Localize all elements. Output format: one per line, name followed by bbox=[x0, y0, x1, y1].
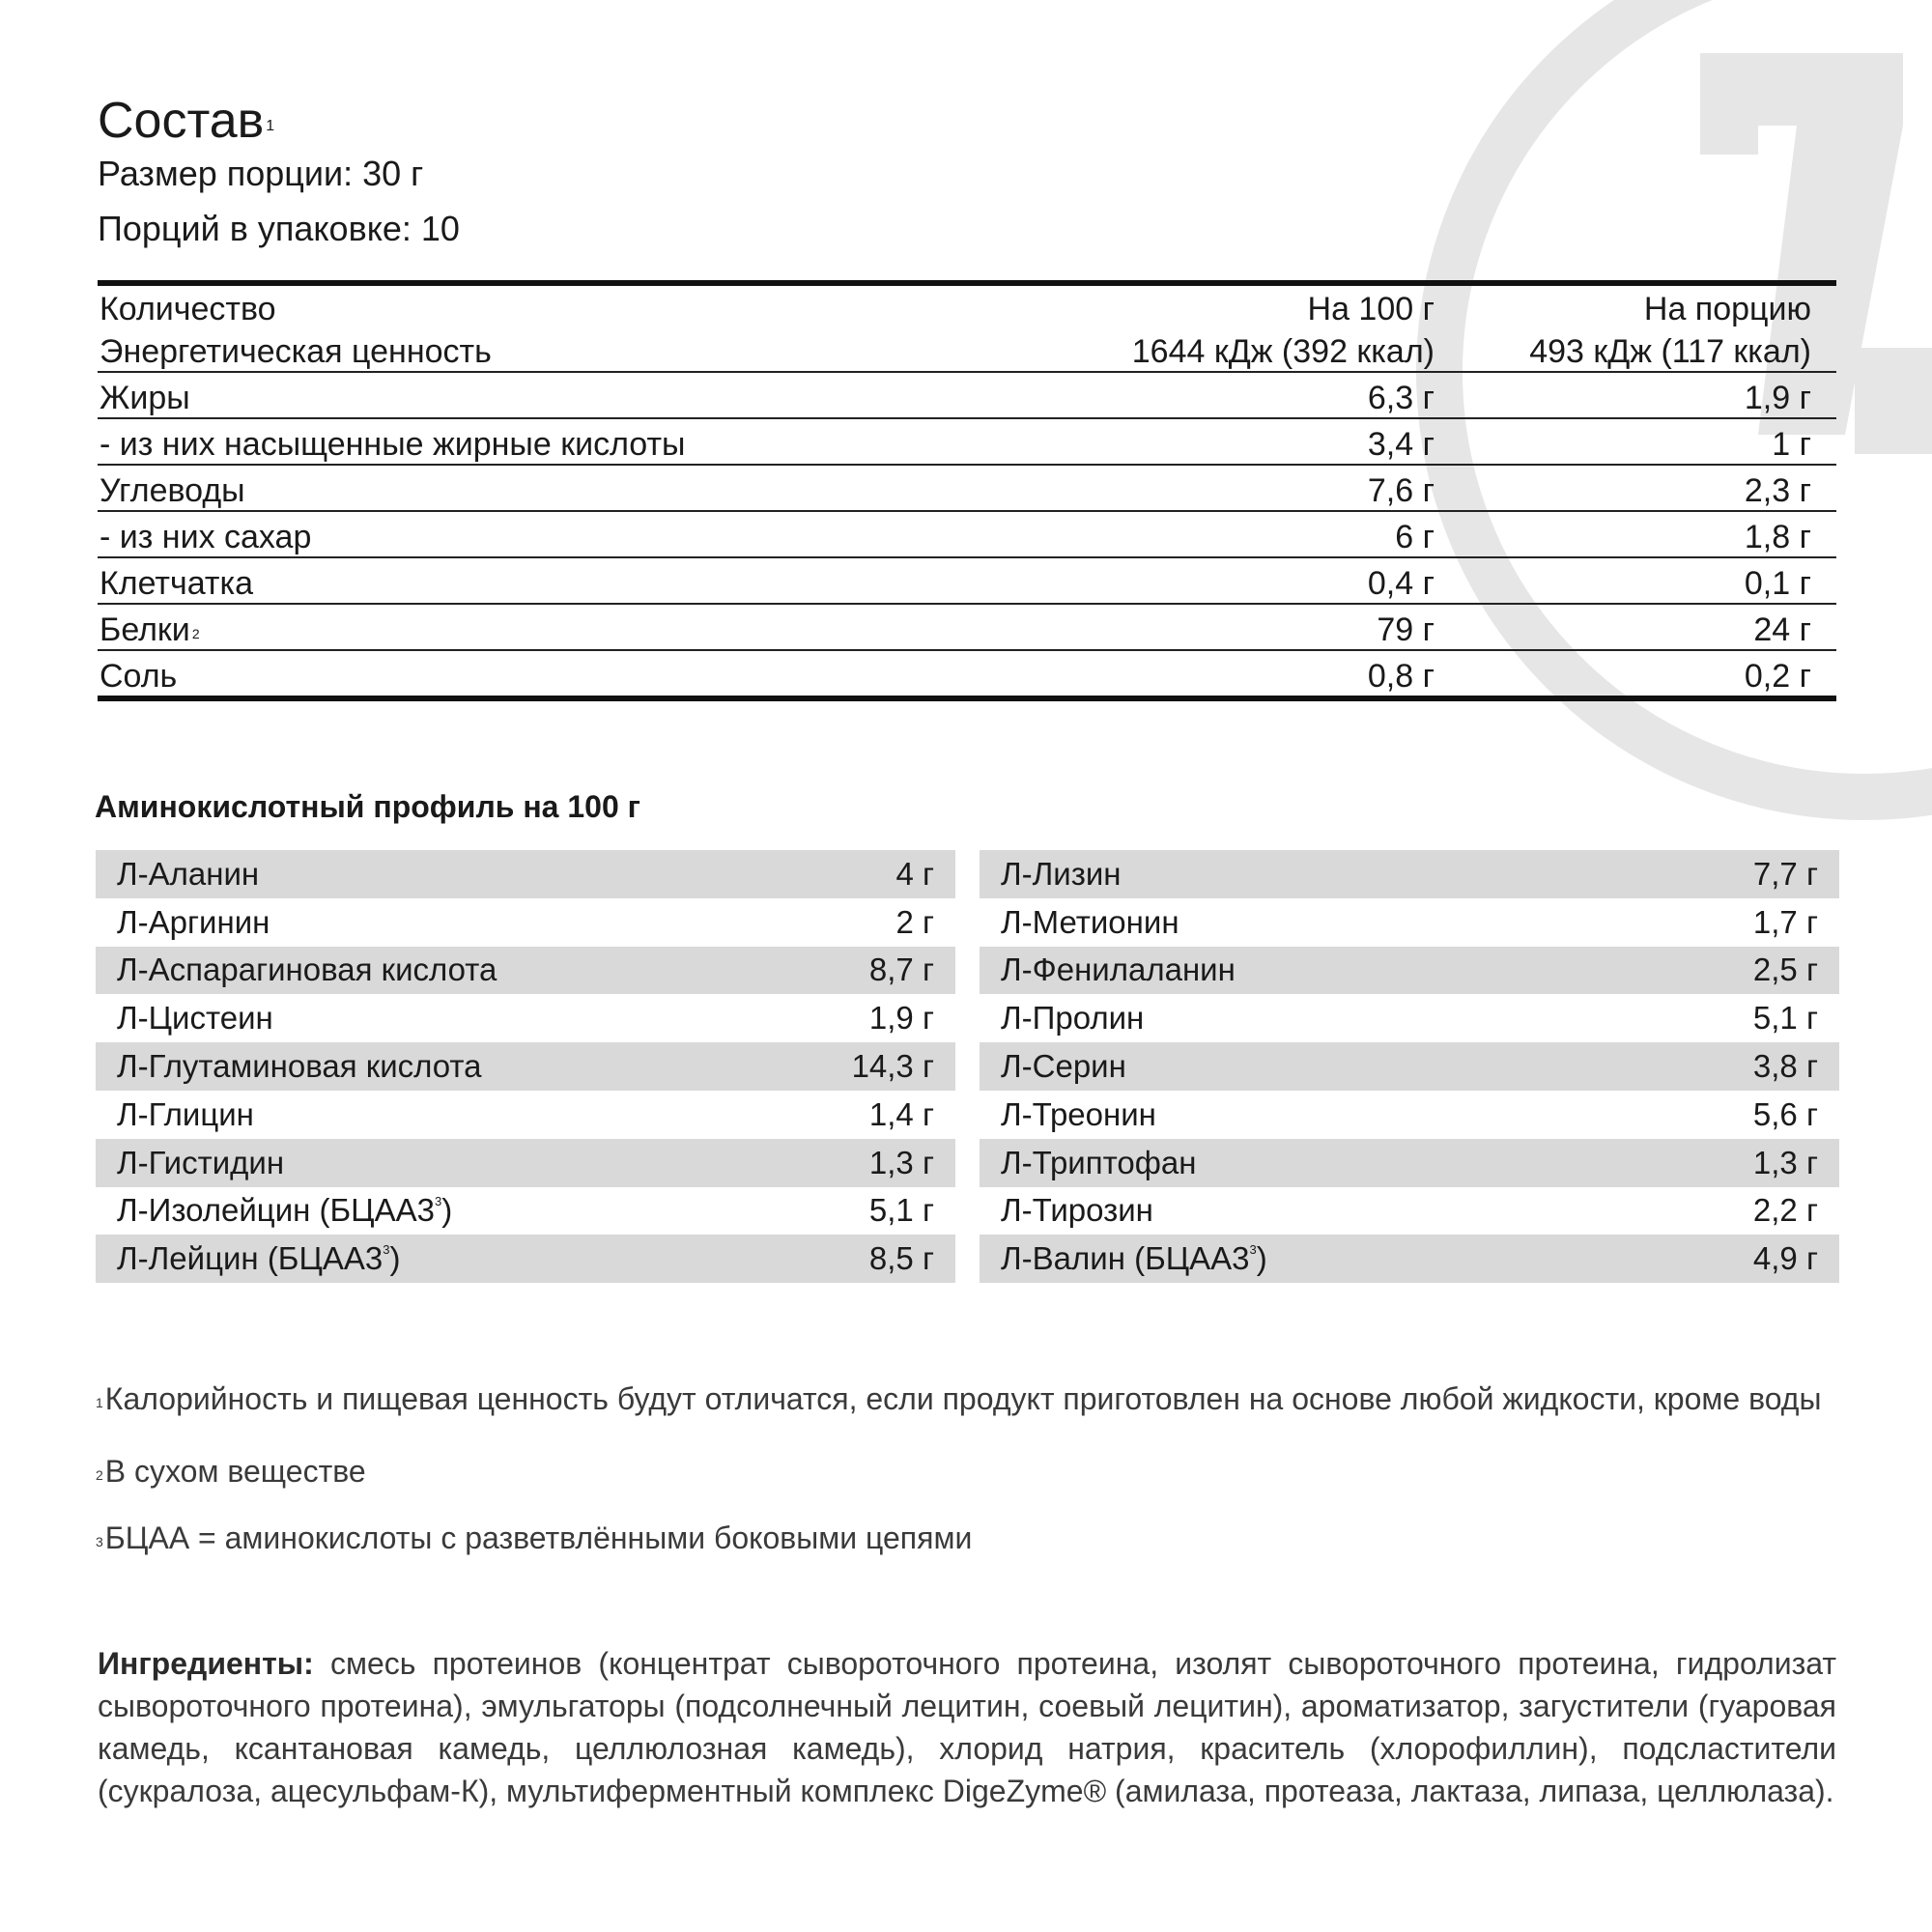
nutrient-per-100g: 79 г bbox=[1377, 611, 1435, 648]
amino-acid-name: Л-Гистидин bbox=[117, 1144, 285, 1180]
amino-acid-name: Л-Лейцин $(БЦАА3^3)$ bbox=[117, 1240, 401, 1277]
nutrient-name: Клетчатка bbox=[99, 565, 253, 602]
amino-row bbox=[980, 850, 1839, 898]
nutrient-name: Соль bbox=[99, 658, 178, 695]
page-title: Состав $^1$ bbox=[98, 93, 275, 149]
amino-acid-name: Л-Серин bbox=[1001, 1048, 1126, 1085]
nutrient-per-serving: 24 г bbox=[1753, 611, 1811, 648]
column-header-per-serving: На порцию bbox=[1643, 291, 1811, 327]
servings-per-package: Порций в упаковке: 10 bbox=[98, 209, 460, 248]
footnote-1: $^1$Калорийность и пищевая ценность будут отличатся, если продукт приготовлен на основе любой жидкости, кроме воды bbox=[96, 1381, 1822, 1416]
nutrient-per-serving: 2,3 г bbox=[1744, 472, 1811, 509]
amino-row bbox=[96, 1042, 955, 1091]
amino-acid-name: Л-Изолейцин $(БЦАА3^3)$ bbox=[117, 1192, 453, 1229]
nutrient-per-100g: 0,4 г bbox=[1367, 565, 1435, 602]
amino-row bbox=[96, 947, 955, 995]
amino-row bbox=[96, 994, 955, 1042]
amino-acid-value: 4 г bbox=[895, 855, 934, 892]
amino-table-right bbox=[980, 850, 1839, 1283]
nutrient-name: - из них сахар bbox=[99, 519, 312, 555]
amino-acid-value: 5,1 г bbox=[868, 1192, 934, 1229]
amino-acid-name: Л-Аланин bbox=[117, 855, 260, 892]
nutrient-name: Белки $^2$ bbox=[99, 611, 200, 648]
amino-row bbox=[980, 994, 1839, 1042]
nutrient-per-100g: 6 г bbox=[1395, 519, 1435, 555]
amino-acid-value: 4,9 г bbox=[1752, 1240, 1818, 1277]
amino-acid-value: 3,8 г bbox=[1752, 1048, 1818, 1085]
amino-acid-name: Л-Аргинин bbox=[117, 903, 270, 940]
nutrition-row bbox=[98, 371, 1836, 417]
amino-acid-name: Л-Аспарагиновая кислота bbox=[117, 952, 497, 988]
amino-row bbox=[96, 1187, 955, 1236]
amino-acid-name: Л-Глицин bbox=[117, 1095, 254, 1132]
amino-table-left bbox=[96, 850, 955, 1283]
amino-row bbox=[980, 947, 1839, 995]
amino-acid-value: 2,5 г bbox=[1752, 952, 1818, 988]
amino-acid-name: Л-Цистеин bbox=[117, 1000, 273, 1037]
nutrition-table bbox=[98, 280, 1836, 701]
amino-acid-value: 8,5 г bbox=[868, 1240, 934, 1277]
nutrient-per-100g: 0,8 г bbox=[1367, 658, 1435, 695]
amino-row bbox=[980, 1042, 1839, 1091]
nutrition-row bbox=[98, 603, 1836, 649]
nutrient-name: Углеводы bbox=[99, 472, 245, 509]
nutrient-per-serving: 1 г bbox=[1772, 426, 1811, 463]
amino-acid-value: 5,1 г bbox=[1752, 1000, 1818, 1037]
ingredients-label: Ингредиенты: bbox=[98, 1646, 314, 1681]
nutrient-per-serving: 1,9 г bbox=[1744, 380, 1811, 416]
nutrient-per-serving: 1,8 г bbox=[1744, 519, 1811, 555]
nutrient-name: - из них насыщенные жирные кислоты bbox=[99, 426, 686, 463]
amino-acid-value: 1,3 г bbox=[1752, 1144, 1818, 1180]
amino-row bbox=[96, 1235, 955, 1283]
amino-row bbox=[980, 1139, 1839, 1187]
amino-row bbox=[96, 1139, 955, 1187]
amino-acid-value: 5,6 г bbox=[1752, 1095, 1818, 1132]
amino-acid-value: 7,7 г bbox=[1752, 855, 1818, 892]
nutrition-row bbox=[98, 649, 1836, 696]
amino-acid-value: 1,9 г bbox=[868, 1000, 934, 1037]
amino-acid-value: 2 г bbox=[895, 903, 934, 940]
amino-row bbox=[980, 1091, 1839, 1139]
nutrient-per-100g: 3,4 г bbox=[1367, 426, 1435, 463]
amino-acid-name: Л-Лизин bbox=[1001, 855, 1122, 892]
column-header-amount: Количество bbox=[99, 291, 276, 327]
nutrient-per-100g: 1644 кДж (392 ккал) bbox=[1131, 333, 1435, 370]
nutrition-row bbox=[98, 556, 1836, 603]
amino-row bbox=[96, 850, 955, 898]
nutrition-row bbox=[98, 417, 1836, 464]
nutrition-row bbox=[98, 464, 1836, 510]
ingredients-text: смесь протеинов (концентрат сывороточного протеина, изолят сывороточного протеина, гидролизат сывороточного протеина), эмульгаторы (подсолнечный лецитин, соевый лецитин), ароматизатор, загустители (гуаровая камедь, ксантановая камедь, целлюлозная камедь), хлорид натрия, краситель (хлорофиллин), подсластители (сукралоза, ацесульфам-К), мультиферментный комплекс DigeZyme® (амилаза, протеаза, лактаза, липаза, целлюлаза). bbox=[98, 1646, 1836, 1808]
amino-row bbox=[980, 1187, 1839, 1236]
amino-acid-name: Л-Треонин bbox=[1001, 1095, 1156, 1132]
nutrient-name: Жиры bbox=[99, 380, 190, 416]
serving-size: Размер порции: 30 г bbox=[98, 154, 424, 193]
column-header-per-100g: На 100 г bbox=[1307, 291, 1435, 327]
amino-acid-name: Л-Тирозин bbox=[1001, 1192, 1153, 1229]
amino-acid-value: 1,4 г bbox=[868, 1095, 934, 1132]
amino-acid-value: 14,3 г bbox=[851, 1048, 934, 1085]
amino-acid-value: 1,7 г bbox=[1752, 903, 1818, 940]
amino-acid-value: 8,7 г bbox=[868, 952, 934, 988]
footnote-2: $^2$В сухом веществе bbox=[96, 1454, 366, 1489]
ingredients-paragraph bbox=[98, 1642, 1836, 1812]
amino-profile-title: Аминокислотный профиль на 100 г bbox=[95, 789, 640, 824]
nutrition-row bbox=[98, 328, 1836, 371]
amino-row bbox=[96, 898, 955, 947]
nutrient-per-serving: 0,2 г bbox=[1744, 658, 1811, 695]
nutrient-name: Энергетическая ценность bbox=[99, 333, 492, 370]
amino-acid-name: Л-Метионин bbox=[1001, 903, 1179, 940]
amino-row bbox=[980, 1235, 1839, 1283]
nutrient-per-100g: 6,3 г bbox=[1367, 380, 1435, 416]
amino-acid-name: Л-Фенилаланин bbox=[1001, 952, 1236, 988]
amino-acid-value: 2,2 г bbox=[1752, 1192, 1818, 1229]
amino-acid-name: Л-Пролин bbox=[1001, 1000, 1145, 1037]
nutrient-per-serving: 0,1 г bbox=[1744, 565, 1811, 602]
nutrient-per-serving: 493 кДж (117 ккал) bbox=[1529, 333, 1811, 370]
nutrition-row bbox=[98, 510, 1836, 556]
amino-row bbox=[96, 1091, 955, 1139]
amino-acid-name: Л-Триптофан bbox=[1001, 1144, 1197, 1180]
amino-acid-name: Л-Глутаминовая кислота bbox=[117, 1048, 482, 1085]
title-footnote-mark: 1 bbox=[266, 118, 275, 134]
footnote-3: $^3$БЦАА = аминокислоты с разветвлёнными боковыми цепями bbox=[96, 1520, 973, 1555]
nutrition-header-row bbox=[98, 286, 1836, 328]
amino-acid-value: 1,3 г bbox=[868, 1144, 934, 1180]
amino-row bbox=[980, 898, 1839, 947]
amino-acid-name: Л-Валин $(БЦАА3^3)$ bbox=[1001, 1240, 1267, 1277]
nutrient-per-100g: 7,6 г bbox=[1367, 472, 1435, 509]
